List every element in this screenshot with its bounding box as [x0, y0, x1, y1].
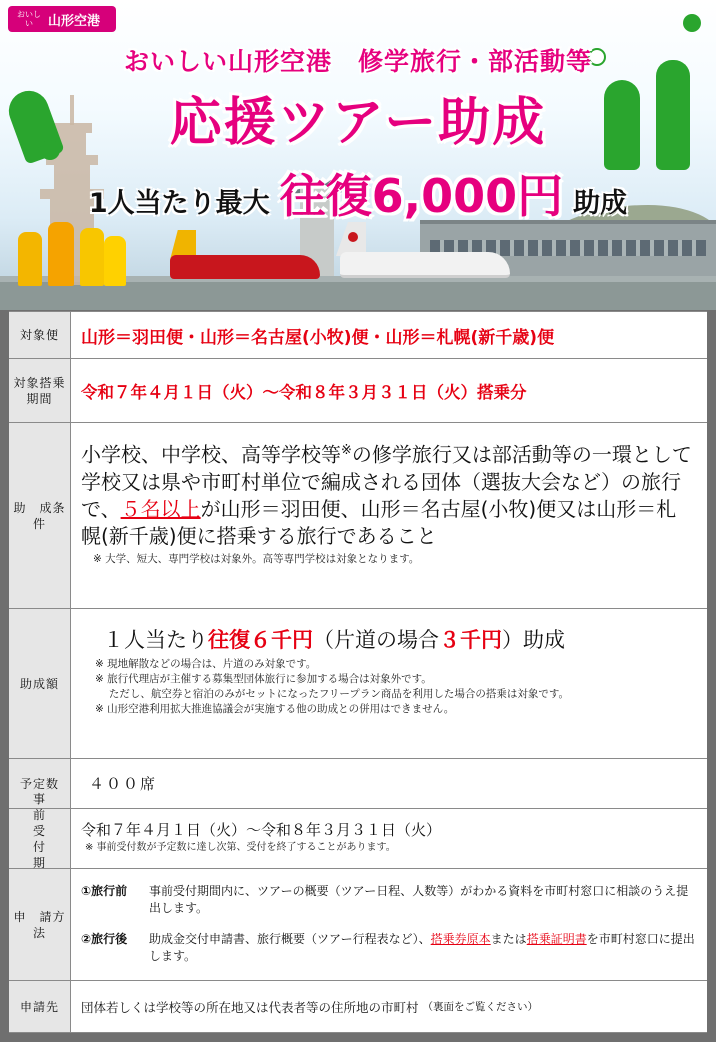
conditions-text: 小学校、中学校、高等学校等※の修学旅行又は部活動等の一環として学校又は県や市町村単位で編成される団体（選抜大会など）の旅行で、５名以上が山形＝羽田便、山形＝名古屋(小牧)便又は山形＝札幌(新千歳)便に搭乗する旅行であること	[81, 442, 692, 548]
amount-note: ※ 現地解散などの場合は、片道のみ対象です。	[95, 658, 317, 670]
subtitle-prefix: 1人当たり最大	[88, 188, 270, 219]
row-seats	[9, 759, 707, 809]
hero-banner	[0, 0, 716, 310]
amount-note: ※ 旅行代理店が主催する募集型団体旅行に参加する場合は対象外です。	[95, 673, 432, 685]
label-seats: 予定数	[9, 759, 71, 808]
label-flights: 対象便	[9, 312, 71, 358]
flights-value: 山形＝羽田便・山形＝名古屋(小牧)便・山形＝札幌(新千歳)便	[81, 327, 555, 348]
amount-note: ※ 山形空港利用拡大推進協議会が実施する他の助成との併用はできません。	[95, 703, 455, 715]
row-flights	[9, 311, 707, 359]
period-value: 令和７年４月１日（火）～令和８年３月３１日（火）搭乗分	[81, 382, 527, 402]
students-silhouette	[18, 222, 128, 286]
seats-value: ４００席	[89, 775, 158, 793]
label-amount: 助成額	[9, 609, 71, 758]
ticket-original-highlight: 搭乗券原本	[430, 932, 491, 946]
hero-subtitle	[0, 160, 716, 226]
info-table	[9, 311, 707, 1033]
subtitle-suffix: 助成	[573, 188, 628, 219]
hero-title-line1: おいしい山形空港 修学旅行・部活動等	[123, 47, 592, 76]
amount-notes	[81, 657, 697, 717]
ground	[0, 282, 716, 310]
destination-note: （裏面をご覧ください）	[422, 1001, 539, 1013]
label-destination: 申請先	[9, 981, 71, 1032]
amount-note: ただし、航空券と宿泊のみがセットになったフリープラン商品を利用した場合の搭乗は対象です。	[95, 688, 570, 700]
label-reception: 前受付期	[9, 809, 71, 868]
reception-value: 令和７年４月１日（火）～令和８年３月３１日（火）	[81, 821, 442, 839]
logo-tagline: おいしい	[17, 10, 41, 28]
label-conditions: 助 成条 件	[9, 423, 71, 608]
conditions-note: ※ 大学、短大、専門学校は対象外。高等専門学校は対象となります。	[93, 552, 420, 565]
label-period: 対象搭乗期間	[9, 359, 71, 422]
subtitle-amount: 往復6,000円	[279, 169, 564, 223]
row-destination	[9, 981, 707, 1033]
row-conditions	[9, 423, 707, 609]
crane-logo-icon	[348, 232, 358, 242]
row-period	[9, 359, 707, 423]
reception-note: ※ 事前受付数が予定数に達し次第、受付を終了することがあります。	[85, 842, 396, 853]
method-step1: ①旅行前 事前受付期間内に、ツアーの概要（ツアー日程、人数等）がわかる資料を市町村窓口に相談のうえ提出します。	[81, 884, 689, 915]
row-amount	[9, 609, 707, 759]
white-plane	[340, 252, 510, 278]
row-reception	[9, 809, 707, 869]
min-people-highlight: ５名以上	[120, 496, 201, 521]
method-step2: ②旅行後 助成金交付申請書、旅行概要（ツアー行程表など）、搭乗券原本または搭乗証明書を市町村窓口に提出します。	[81, 932, 695, 963]
red-plane	[170, 255, 320, 279]
amount-main: １人当たり往復６千円（片道の場合３千円）助成	[103, 628, 565, 652]
destination-value: 団体若しくは学校等の所在地又は代表者等の住所地の市町村	[81, 999, 419, 1015]
tennis-ball-icon	[683, 14, 701, 32]
logo-text: 山形空港	[48, 13, 101, 29]
row-method	[9, 869, 707, 981]
boarding-certificate-highlight: 搭乗証明書	[526, 932, 587, 946]
label-method: 申 請方 法	[9, 869, 71, 980]
airport-logo	[8, 6, 116, 32]
hero-title-main: 応援ツアー助成	[169, 93, 547, 153]
